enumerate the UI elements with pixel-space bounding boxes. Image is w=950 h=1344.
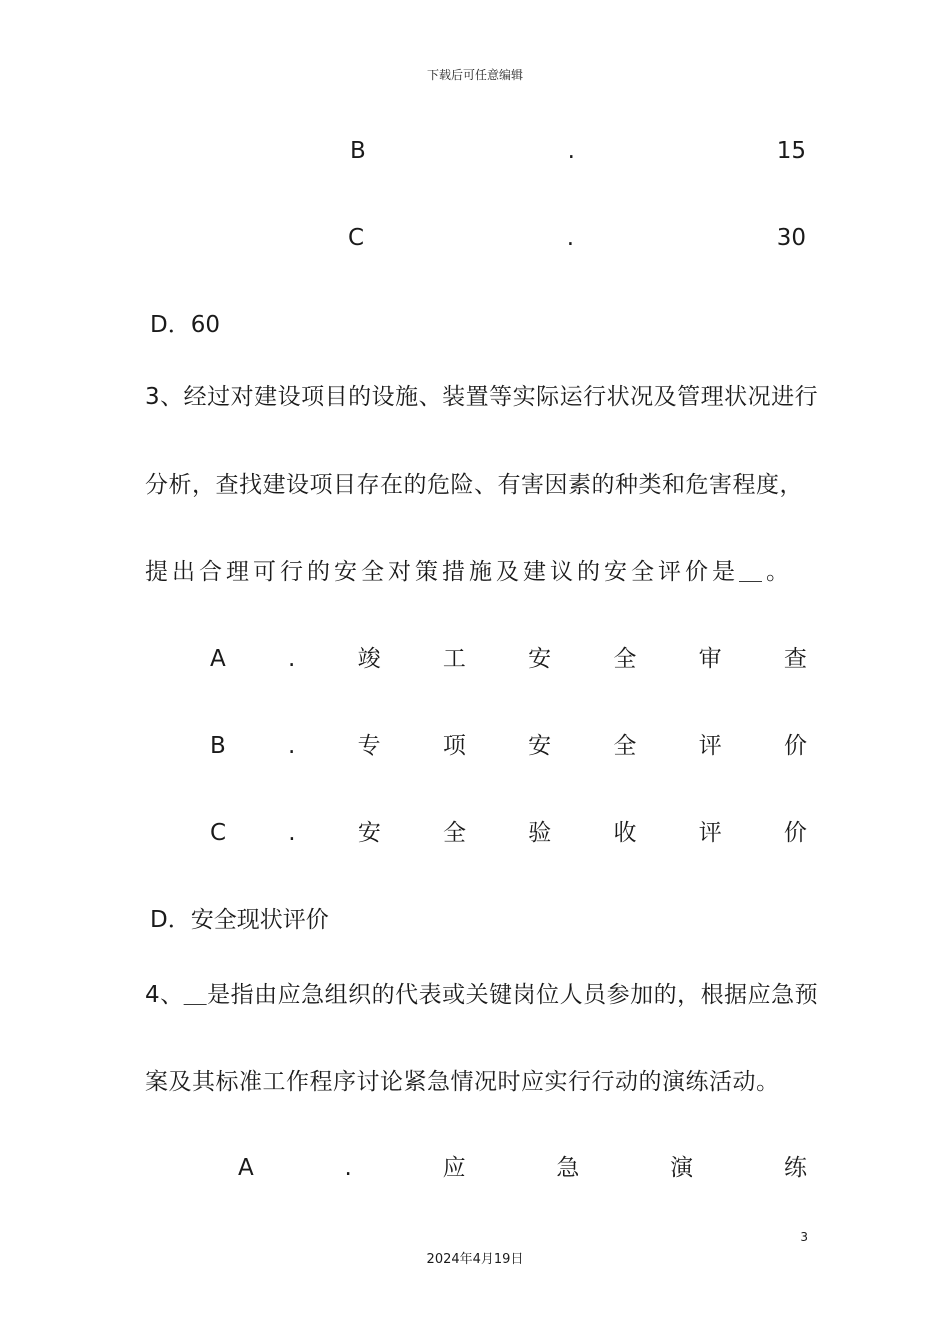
option-char: 收: [613, 820, 637, 846]
option-char: 审: [698, 646, 722, 672]
option-char: 急: [556, 1155, 580, 1181]
q3-option-a: [210, 644, 807, 674]
q2-option-b: [350, 136, 806, 166]
option-value: 15: [776, 138, 806, 164]
option-char: 工: [442, 646, 466, 672]
q3-option-b: [210, 731, 807, 761]
option-letter: A: [210, 646, 226, 672]
option-dot: .: [288, 820, 296, 846]
q4-option-a: [238, 1153, 807, 1183]
option-char: 评: [698, 820, 722, 846]
q4-stem-line-1: 4、＿是指由应急组织的代表或关键岗位人员参加的，根据应急预: [145, 982, 819, 1008]
q4-stem-line-2: 案及其标准工作程序讨论紧急情况时应实行行动的演练活动。: [145, 1069, 780, 1095]
option-letter: B: [350, 138, 366, 164]
option-letter: C: [348, 225, 365, 251]
option-letter: C: [210, 820, 227, 846]
q3-option-c: [210, 818, 807, 848]
option-dot: .: [288, 646, 296, 672]
q2-option-c: [348, 223, 806, 253]
option-char: 价: [783, 820, 807, 846]
option-char: 竣: [357, 646, 381, 672]
option-char: 全: [443, 820, 467, 846]
q3-stem-line-3: 提出合理可行的安全对策措施及建议的安全评价是＿。: [145, 559, 793, 585]
q3-stem-line-2: 分析，查找建设项目存在的危险、有害因素的种类和危害程度，: [145, 472, 803, 498]
option-char: 安: [357, 820, 381, 846]
option-char: 应: [442, 1155, 466, 1181]
option-char: 查: [783, 646, 807, 672]
option-dot: .: [567, 138, 575, 164]
option-dot: .: [566, 225, 575, 251]
option-char: 安: [528, 733, 552, 759]
q3-option-d: D．安全现状评价: [150, 907, 329, 933]
option-char: 安: [528, 646, 552, 672]
option-char: 全: [613, 733, 637, 759]
option-letter: A: [238, 1155, 254, 1181]
option-char: 全: [613, 646, 637, 672]
header-note: 下载后可任意编辑: [426, 68, 523, 82]
option-char: 验: [528, 820, 552, 846]
option-dot: .: [344, 1155, 352, 1181]
option-char: 价: [783, 733, 807, 759]
q3-stem-line-1: 3、经过对建设项目的设施、装置等实际运行状况及管理状况进行: [145, 384, 819, 410]
option-char: 演: [670, 1155, 694, 1181]
q2-option-d: D．60: [150, 312, 220, 338]
option-char: 专: [357, 733, 381, 759]
option-char: 练: [783, 1155, 807, 1181]
page-number: 3: [800, 1230, 808, 1244]
option-letter: B: [210, 733, 226, 759]
footer-date: 2024年4月19日: [426, 1252, 524, 1267]
option-char: 项: [442, 733, 466, 759]
option-char: 评: [698, 733, 722, 759]
option-value: 30: [776, 225, 806, 251]
option-dot: .: [288, 733, 296, 759]
